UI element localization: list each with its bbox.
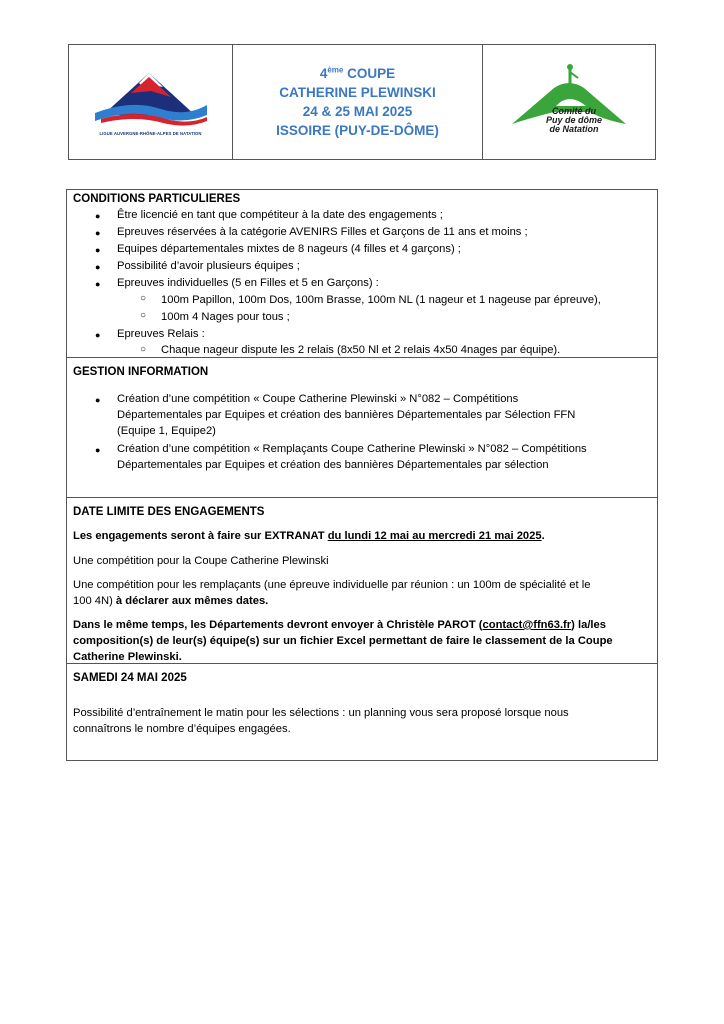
samedi-line: Possibilité d’entraînement le matin pour les sélections : un planning vous sera proposé lorsque nous — [73, 707, 569, 719]
bullet-icon: ● — [95, 279, 101, 289]
gestion-title: GESTION INFORMATION — [73, 366, 209, 378]
gestion-item-1-line: Départementales par Equipes et création des bannières Départementales par Sélection FFN — [117, 409, 576, 421]
bullet-icon: ● — [95, 262, 101, 272]
date-limite-title: DATE LIMITE DES ENGAGEMENTS — [73, 506, 265, 518]
condition-item: Possibilité d’avoir plusieurs équipes ; — [117, 260, 300, 272]
circle-bullet-icon: ○ — [140, 293, 147, 304]
bullet-icon: ● — [95, 330, 101, 340]
date-limite-p2: Une compétition pour la Coupe Catherine Plewinski — [73, 555, 329, 567]
ligue-logo — [69, 45, 233, 159]
event-title — [233, 45, 483, 159]
content-table — [66, 189, 658, 761]
section-conditions — [67, 190, 657, 358]
bullet-icon: ● — [95, 445, 101, 455]
circle-bullet-icon: ○ — [140, 310, 147, 321]
ligue-logo-text: LIGUE AUVERGNE-RHÔNE-ALPES DE NATATION — [99, 130, 202, 136]
date-range: du lundi 12 mai au mercredi 21 mai 2025 — [327, 530, 542, 542]
svg-text:Comité du: Comité du — [552, 106, 596, 116]
gestion-item-1-line: Création d’une compétition « Coupe Catherine Plewinski » N°082 – Compétitions — [117, 393, 519, 405]
comite-puy-de-dome-logo-icon — [494, 62, 644, 142]
condition-item-relais: Epreuves Relais : — [117, 328, 205, 340]
date-limite-p1: Les engagements seront à faire sur EXTRANAT du lundi 12 mai au mercredi 21 mai 2025. — [73, 530, 545, 542]
gestion-item-2-line: Création d’une compétition « Remplaçants Coupe Catherine Plewinski » N°082 – Compétitions — [117, 443, 587, 455]
condition-sub-item: 100m 4 Nages pour tous ; — [161, 311, 290, 323]
bullet-icon: ● — [95, 395, 101, 405]
date-limite-p3-line2: 100 4N) à déclarer aux mêmes dates. — [73, 595, 269, 607]
condition-item: Epreuves individuelles (5 en Filles et 5 en Garçons) : — [117, 277, 379, 289]
bullet-icon: ● — [95, 245, 101, 255]
svg-text:Puy de dôme: Puy de dôme — [545, 115, 603, 125]
section-samedi — [67, 664, 657, 760]
section-date-limite — [67, 498, 657, 664]
circle-bullet-icon: ○ — [140, 344, 147, 355]
contact-email-link[interactable]: contact@ffn63.fr — [482, 619, 572, 631]
date-limite-p3-line1: Une compétition pour les remplaçants (une épreuve individuelle par réunion : un 100m de spécialité et le — [73, 579, 591, 591]
samedi-line: connaîtrons le nombre d’équipes engagées. — [73, 723, 291, 735]
section-gestion — [67, 358, 657, 498]
bullet-icon: ● — [95, 211, 101, 221]
gestion-item-1-line: (Equipe 1, Equipe2) — [117, 425, 216, 437]
samedi-title: SAMEDI 24 MAI 2025 — [73, 672, 187, 684]
title-line-4: ISSOIRE (PUY-DE-DÔME) — [276, 123, 439, 138]
condition-sub-item-relais: Chaque nageur dispute les 2 relais (8x50 Nl et 2 relais 4x50 4nages par équipe). — [161, 344, 561, 356]
comite-logo — [483, 45, 655, 159]
gestion-item-2-line: Départementales par Equipes et création des bannières Départementales par sélection — [117, 459, 549, 471]
title-line-2: CATHERINE PLEWINSKI — [279, 85, 436, 100]
document-header — [68, 44, 656, 160]
condition-item: Equipes départementales mixtes de 8 nageurs (4 filles et 4 garçons) ; — [117, 243, 461, 255]
date-limite-p4-line1: Dans le même temps, les Départements devront envoyer à Christèle PAROT (contact@ffn63.fr) la/les — [73, 619, 606, 631]
date-limite-p4-line3: Catherine Plewinski. — [73, 651, 182, 663]
condition-sub-item: 100m Papillon, 100m Dos, 100m Brasse, 100m NL (1 nageur et 1 nageuse par épreuve), — [161, 294, 601, 306]
bullet-icon: ● — [95, 228, 101, 238]
condition-item: Être licencié en tant que compétiteur à la date des engagements ; — [117, 209, 443, 221]
svg-text:de Natation: de Natation — [549, 124, 599, 134]
mountain-wave-icon — [91, 69, 211, 131]
title-line-3: 24 & 25 MAI 2025 — [302, 104, 413, 119]
title-line-1: 4ème COUPE — [319, 65, 396, 81]
condition-item: Epreuves réservées à la catégorie AVENIRS Filles et Garçons de 11 ans et moins ; — [117, 226, 528, 238]
conditions-title: CONDITIONS PARTICULIERES — [73, 193, 241, 205]
date-limite-p4-line2: composition(s) de leur(s) équipe(s) sur un fichier Excel permettant de faire le classement de la Coupe — [73, 635, 613, 647]
